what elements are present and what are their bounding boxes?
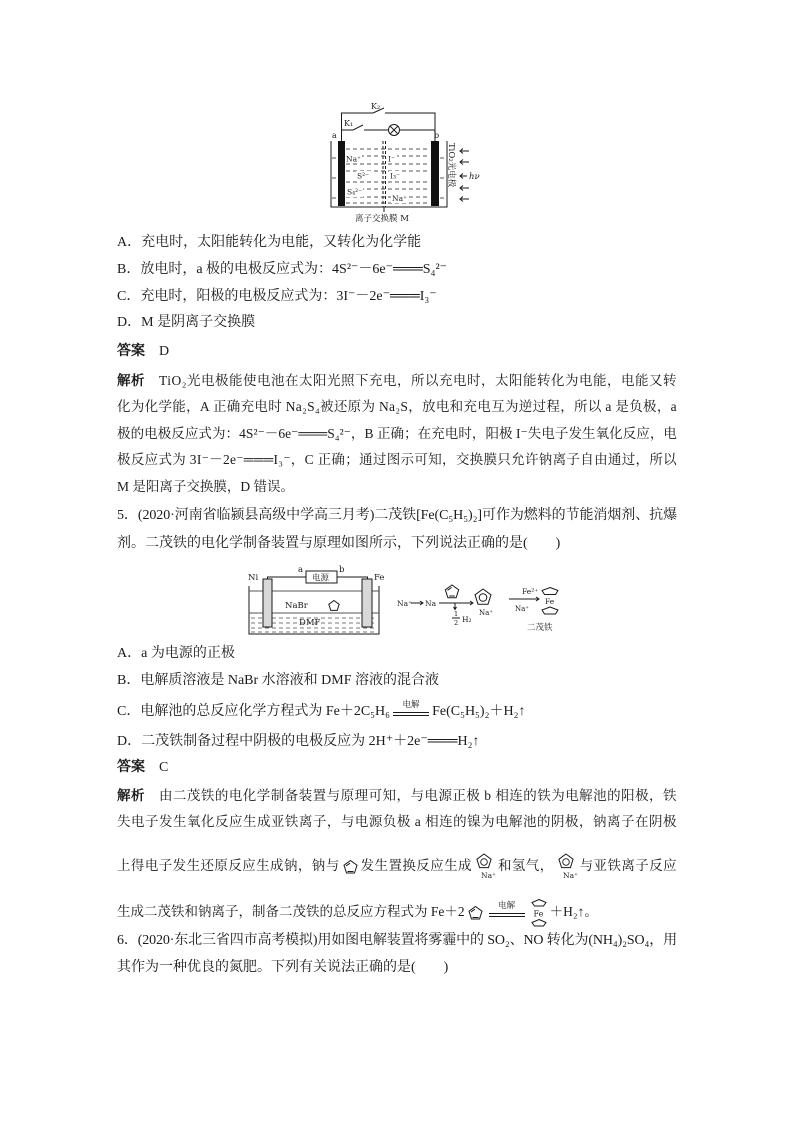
switch-k1 (353, 125, 363, 130)
analysis-text: 由二茂铁的电化学制备装置与原理可知，与电源正极 b 相连的铁为电解池的阳极，铁 (158, 788, 678, 803)
option-letter: B． (117, 262, 141, 277)
q4-analysis-line-4 (117, 450, 677, 470)
q4-option-c (117, 287, 437, 307)
solvent-label: DMF (299, 618, 321, 628)
analysis-text: TiO₂光电极能使电池在太阳光照下充电，所以充电时，太阳能转化为电能，电能又转 (159, 373, 678, 388)
option-letter: C． (117, 289, 141, 304)
icon-na-label: Na⁺ (480, 871, 496, 880)
question-stem: 6．(2020·东北三省四市高考模拟)用如图电解装置将雾霾中的 SO₂、NO 转化为(NH₄)₂SO₄，用 (117, 933, 677, 948)
icon-na-label: Na⁺ (562, 871, 578, 880)
answer-value: D (159, 344, 170, 359)
cyclopentadiene-icon (342, 859, 359, 876)
light-label: hν (469, 172, 480, 182)
ni-label: Ni (248, 573, 259, 583)
light-arrows (460, 149, 469, 202)
ring-double-bonds (448, 587, 455, 596)
q5-analysis-line-2 (117, 812, 677, 832)
q5-analysis-line-3 (117, 852, 677, 882)
ion-na-top: Na⁺ (346, 154, 361, 164)
analysis-text: 失电子发生氧化反应生成亚铁离子，与电源负极 a 相连的镍为电解池的阴极，钠离子在阴极 (117, 814, 677, 829)
q5-stem-line-2 (117, 534, 560, 554)
cyclopentadienyl-sodium-icon (556, 852, 578, 882)
option-text: M 是阴离子交换膜 (141, 315, 256, 330)
analysis-label: 解析 (117, 373, 146, 388)
analysis-label: 解析 (117, 788, 145, 803)
ring-na-label: Na⁺ (479, 609, 493, 617)
analysis-text: 发生置换反应生成 (360, 858, 472, 874)
ion-tetrasulfide: S₄²⁻ (347, 187, 363, 197)
cyclopentadiene-icon (467, 905, 484, 922)
ferrocene-top-ring (542, 588, 558, 595)
power-a-label: a (298, 565, 304, 575)
answer-label: 答案 (117, 760, 145, 775)
ferrocene-figure (243, 562, 565, 638)
electrode-b-label: b (434, 131, 440, 140)
option-letter: A． (117, 646, 142, 661)
cyclopentadienyl-sodium-icon (474, 852, 496, 882)
q4-analysis-line-5 (117, 477, 294, 497)
analysis-text: 生成二茂铁和钠离子，制备二茂铁的总反应方程式为 Fe＋2 (117, 904, 465, 920)
analysis-text: 和氢气， (497, 858, 554, 874)
option-text: 充电时，太阳能转化为电能，又转化为化学能 (141, 235, 422, 250)
ferrocene-fe-label: Fe (545, 597, 555, 606)
electrolysis-arrow (393, 701, 429, 723)
fe-label: Fe (374, 573, 385, 583)
electrode-a (338, 141, 345, 206)
question-stem: 5．(2020·河南省临颍县高级中学高三月考)二茂铁[Fe(C₅H₅)₂]可作为燃料的节能消烟剂、抗爆 (117, 508, 677, 523)
ion-sulfide: S²⁻ (357, 171, 370, 181)
electrolysis-condition: 电解 (498, 901, 516, 911)
q4-option-a (117, 233, 421, 253)
half-denominator: 2 (454, 619, 459, 627)
electrolysis-arrow (489, 902, 525, 924)
q4-option-d (117, 313, 255, 333)
analysis-text: M 是阳离子交换膜，D 错误。 (117, 479, 295, 494)
fe-ion-label: Fe²⁺ (522, 587, 539, 596)
cyclopentadiene-small-icon (329, 601, 339, 611)
arrow-to-ferrocene (509, 597, 539, 601)
power-b-label: b (339, 565, 345, 575)
electrode-b (431, 141, 439, 206)
electrode-a-label: a (332, 131, 337, 140)
ferrocene-icon (529, 898, 549, 928)
q4-analysis-line-1 (117, 371, 677, 391)
option-text-product: Fe(C₅H₅)₂＋H₂↑ (432, 704, 526, 720)
q5-stem-line-1 (117, 506, 677, 526)
outer-wire (342, 113, 436, 141)
q5-option-b (117, 671, 439, 691)
option-letter: A． (117, 235, 142, 250)
q4-answer (117, 342, 169, 362)
analysis-text: 极反应式为 3I⁻－2e⁻═══I₃⁻，C 正确；通过图示可知，交换膜只允许钠离子自由通过，所以 (117, 452, 677, 467)
ion-na-bottom: Na⁺ (392, 194, 407, 203)
q4-analysis-line-2 (117, 397, 677, 417)
h2-label: H₂ (462, 615, 472, 624)
option-letter: B． (117, 673, 141, 688)
option-text: 放电时，a 极的电极反应式为：4S²⁻－6e⁻═══S₄²⁻ (140, 262, 448, 277)
power-source-label: 电源 (312, 573, 330, 584)
ferrocene-bottom-ring (542, 607, 558, 614)
analysis-text: 极的电极反应式为：4S²⁻－6e⁻═══S₄²⁻，B 正确；在充电时，阳极 I⁻失电子发生氧化反应，电 (117, 426, 677, 441)
ion-triiodide: I₃⁻ (390, 171, 400, 181)
analysis-text: 与亚铁离子反应 (579, 858, 678, 874)
arrow-to-h2 (454, 603, 457, 610)
battery-figure (323, 98, 483, 225)
electrolysis-condition: 电解 (402, 700, 420, 710)
product-label: 二茂铁 (527, 623, 553, 633)
option-letter: C． (117, 704, 141, 720)
ni-electrode (263, 579, 272, 627)
na-label: Na (425, 599, 437, 608)
arrow-na (411, 601, 423, 605)
cyclopentadienide-icon (475, 589, 491, 604)
k2-label: K₂ (371, 102, 381, 111)
na-ion-label: Na⁺ (397, 599, 412, 608)
q5-option-c (117, 701, 525, 723)
option-text: a 为电源的正极 (141, 646, 235, 661)
arrow-to-anion (439, 601, 473, 605)
membrane-label: 离子交换膜 M (355, 214, 409, 224)
question-stem: 剂。二茂铁的电化学制备装置与原理如图所示，下列说法正确的是( ) (117, 536, 561, 551)
q5-answer (117, 758, 168, 778)
q4-analysis-line-3 (117, 424, 677, 444)
option-text: 电解池的总反应化学方程式为 Fe＋2C₅H₆ (140, 704, 391, 720)
k1-label: K₁ (344, 119, 354, 128)
photoelectrode-label: TiO₂光电极 (446, 143, 456, 188)
fe-electrode (362, 579, 372, 627)
icon-fe-label: Fe (533, 909, 543, 919)
electrolyte-label: NaBr (285, 601, 308, 611)
q5-option-d (117, 732, 479, 752)
answer-value: C (159, 760, 169, 775)
q4-option-b (117, 260, 447, 280)
q5-option-a (117, 644, 235, 664)
aromatic-circle (479, 594, 487, 602)
analysis-text: 上得电子发生还原反应生成钠，钠与 (117, 858, 340, 874)
analysis-text: 化为化学能，A 正确充电时 Na₂S₄被还原为 Na₂S，放电和充电互为逆过程，所以 a 是负极，a (117, 399, 677, 414)
option-text: 充电时，阳极的电极反应式为：3I⁻－2e⁻═══I₃⁻ (140, 289, 437, 304)
analysis-text: ＋H₂↑。 (549, 904, 598, 920)
option-letter: D． (117, 315, 142, 330)
answer-label: 答案 (117, 344, 145, 359)
half-numerator: 1 (454, 610, 459, 618)
option-letter: D． (117, 734, 142, 749)
byproduct-na-label: Na⁺ (515, 605, 529, 613)
q6-stem-line-2 (117, 958, 448, 978)
ion-iodide: I⁻ (388, 154, 395, 164)
q5-analysis-line-4 (117, 898, 598, 928)
lamp-cross (390, 126, 398, 134)
q5-analysis-line-1 (117, 786, 677, 806)
q6-stem-line-1 (117, 931, 677, 951)
option-text: 电解质溶液是 NaBr 水溶液和 DMF 溶液的混合液 (140, 673, 440, 688)
option-text: 二茂铁制备过程中阴极的电极反应为 2H⁺＋2e⁻═══H₂↑ (141, 734, 480, 749)
question-stem: 其作为一种优良的氮肥。下列有关说法正确的是( ) (117, 960, 449, 975)
